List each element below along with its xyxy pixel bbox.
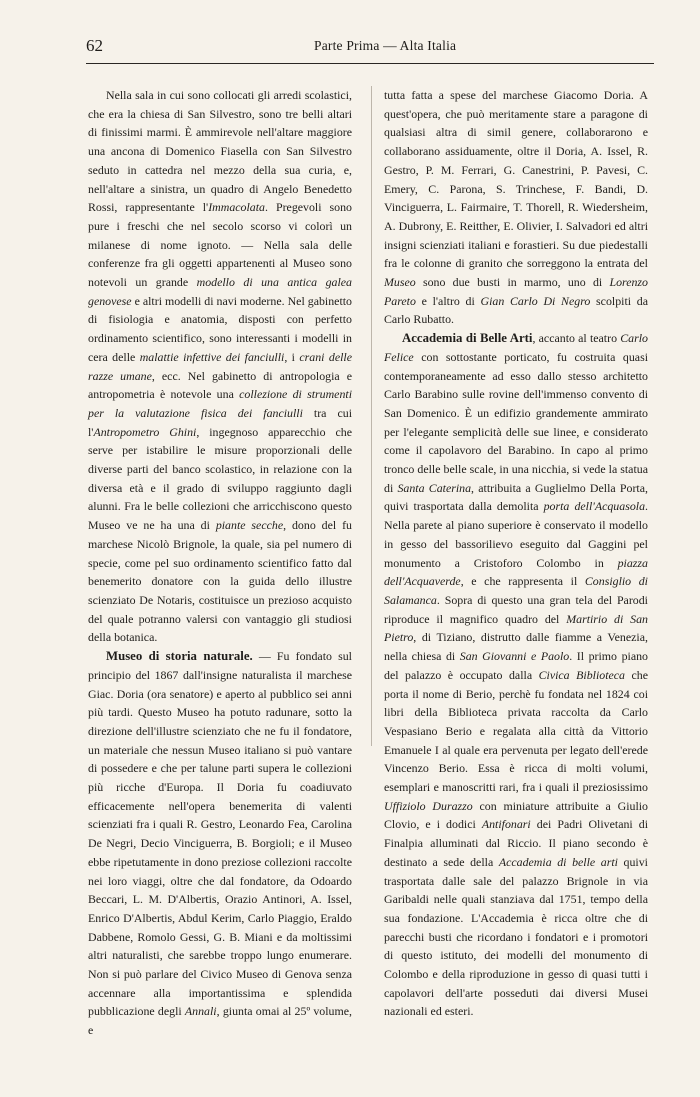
section-heading: Accademia di Belle Arti: [402, 331, 533, 346]
paragraph-natural-history-museum: Museo di storia naturale. — Fu fondato sul principio del 1867 dall'insigne naturalista il marchese Giac. Doria (ora senatore) e aperto al pubblico sei anni più tardi. Questo Museo ha potuto radunare, sotto la direzione dell'illustre scienziato che ne fu il fondatore, un materiale che nessun Museo italiano si può vantare di possedere e che per talune parti supera le collezioni più ricche d'Europa. Il Doria fu coadiuvato efficacemente nell'opera benemerita di valenti scienziati fra i quali R. Gestro, Leonardo Fea, Carolina De Negri, Decio Vinciguerra, B. Borgioli; e il Museo ebbe ripetutamente in dono preziose collezioni raccolte nei loro viaggi, oltre che dal fondatore, da Odoardo Beccari, L. M. D'Albertis, Orazio Antinori, A. Issel, Enrico D'Albertis, Abdul Kerim, Carlo Piaggio, Eraldo Dabbene, Romolo Gessi, G. B. Miani e da moltissimi altri naturalisti, che sarebbe troppo lungo enumerare. Non si può parlare del Civico Museo di Genova senza accennare alla importantissima e splendida pubblicazione degli Annali, giunta omai al 25º volume, e: [88, 649, 352, 1038]
right-column: [384, 86, 648, 1021]
column-divider: [371, 86, 372, 746]
header-rule: [86, 63, 654, 64]
paragraph-accademia-belle-arti: Accademia di Belle Arti, accanto al teatro Carlo Felice con sottostante porticato, fu costruita quasi contemporaneamente ad esso dallo stesso architetto Carlo Barabino sulle rovine dell'immenso convento di San Domenico. È un edifizio grandemente ammirato per l'elegante semplicità delle sue linee, e considerato come il capolavoro del Barabino. In capo al primo tronco delle belle scale, in una nicchia, si vede la statua di Santa Caterina, attribuita a Guglielmo Della Porta, quivi trasportata dalla demolita porta dell'Acquasola. Nella parete al piano superiore è conservato il modello in gesso del bassorilievo eseguito dal Gaggini pel monumento a Cristoforo Colombo in piazza dell'Acquaverde, e che rappresenta il Consiglio di Salamanca. Sopra di questo una gran tela del Parodi riproduce il magnifico quadro del Martirio di San Pietro, di Tiziano, distrutto dalle fiamme a Venezia, nella chiesa di San Giovanni e Paolo. Il primo piano del palazzo è occupato dalla Civica Biblioteca che porta il nome di Berio, perchè fu fondata nel 1824 coi libri della Biblioteca privata raccolta da Carlo Vespasiano Berio e regalata alla città da Vittorio Emanuele I al quale era pervenuta per legato dell'erede Vincenzo Berio. Essa è ricca di molti volumi, esemplari e manoscritti rari, fra i quali il preziosissimo Uffiziolo Durazzo con miniature attribuite a Giulio Clovio, e i dodici Antifonari dei Padri Olivetani di Finalpia alluminati dal Riccio. Il piano secondo è destinato a sede della Accademia di belle arti quivi trasportata dalle sale del palazzo Brignole in via Garibaldi nelle quali stanziava dal 1751, tempo della sua fondazione. L'Accademia è ricca oltre che di parecchi busti che ricordano i fondatori e i promotori di questo istituto, dei modelli del monumento di Colombo e della riproduzione in gesso di quasi tutti i capolavori dell'arte posseduti dai diversi Musei nazionali ed esteri.: [384, 331, 649, 1019]
left-column: [88, 86, 352, 1040]
page-header: [86, 36, 654, 58]
section-heading: Museo di storia naturale.: [106, 649, 253, 664]
page-number: 62: [86, 36, 103, 55]
paragraph-school-furnishings: Nella sala in cui sono collocati gli arredi scolastici, che era la chiesa di San Silvestro, sono tre belli altari di finissimi marmi. È ammirevole nell'altare maggiore una ancona di Domenico Fiasella con San Silvestro seduto in cattedra nel mezzo della sua curia, e, nell'altare a sinistra, un quadro di Angelo Benedetto Rossi, rappresentante l'Immacolata. Pregevoli sono pure i freschi che nel secolo scorso vi colorì un milanese di nome ignoto. — Nella sala delle conferenze fra gli oggetti appartenenti al Museo sono notevoli un grande modello di una antica galea genovese e altri modelli di navi moderne. Nel gabinetto di fisiologia e anatomia, disposti con perfetto ordinamento scientifico, sono interessanti i modelli in cera delle malattie infettive dei fanciulli, i crani delle razze umane, ecc. Nel gabinetto di antropologia e antropometria è notevole una collezione di strumenti per la valutazione fisica dei fanciulli tra cui l'Antropometro Ghini, ingegnoso apparecchio che serve per istabilire le misure proporzionali delle diverse parti del banco scolastico, in relazione con la diversa età e il grado di sviluppo raggiunto dagli alunni. Fra le belle collezioni che arricchiscono questo Museo ve ne ha una di piante secche, dono del fu marchese Nicolò Brignole, la quale, sia pel numero di specie, come pel suo ordinamento scientifico fatto dal benemerito donatore con la guida dello illustre scienziato De Notaris, costituisce un prezioso acquisto del quale potranno valersi con vantaggio gli studiosi della botanica.: [88, 88, 353, 645]
paragraph-annali-continued: tutta fatta a spese del marchese Giacomo Doria. A quest'opera, che può meritamente stare a paragone di qualsiasi altra di simil genere, collaborarono e collaborano assiduamente, oltre il Doria, A. Issel, R. Gestro, P. M. Ferrari, G. Canestrini, P. Pavesi, C. Emery, C. Parona, S. Trinchese, F. Bandi, D. Vinciguerra, L. Fairmaire, T. Thorell, R. Wiedersheim, A. Dubrony, E. Reitther, E. Olivier, I. Salvadori ed altri insigni scienziati italiani e forastieri. Su due piedestalli fra le colonne di granito che sorreggono la entrata del Museo sono due busti in marmo, uno di Lorenzo Pareto e l'altro di Gian Carlo Di Negro scolpiti da Carlo Rubatto.: [384, 88, 648, 327]
running-head: Parte Prima — Alta Italia: [314, 38, 457, 53]
